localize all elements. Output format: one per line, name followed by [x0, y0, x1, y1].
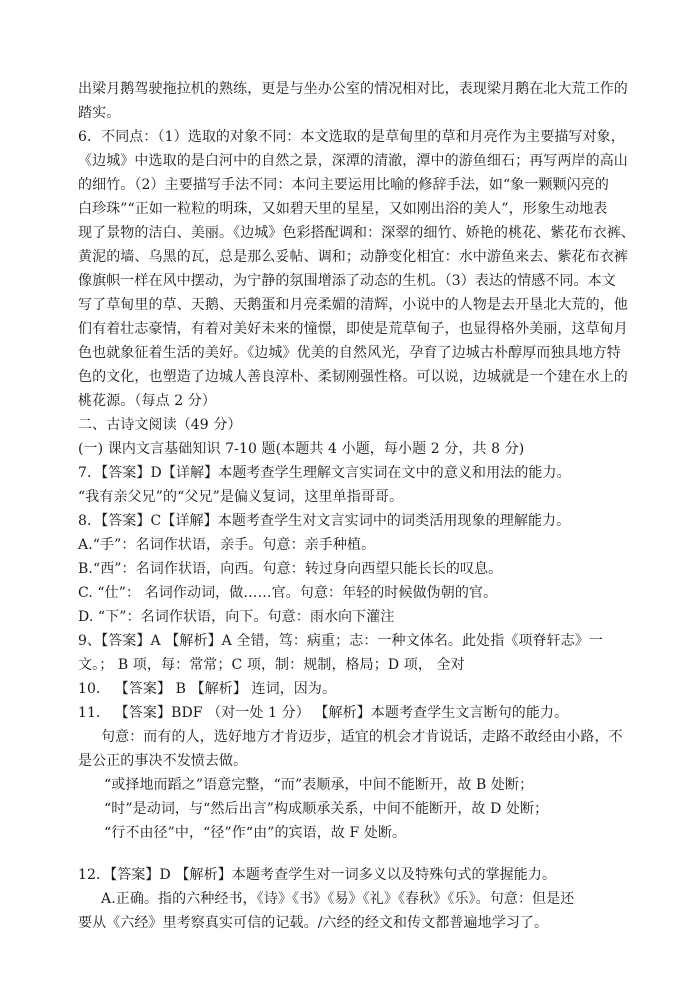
text-line: 是公正的事决不发愤去做。	[78, 753, 248, 769]
answer-item: 11． 【答案】BDF （对一处 1 分） 【解析】本题考查学生文言断句的能力。	[78, 705, 569, 721]
answer-item: 8．【答案】C【详解】本题考查学生对文言实词中的词类活用现象的理解能力。	[78, 513, 571, 529]
text-line: 《边城》中选取的是白河中的自然之景，深潭的清澈，潭中的游鱼细石；再写两岸的高山	[78, 153, 628, 169]
answer-item: 10． 【答案】 B 【解析】 连词，因为。	[78, 681, 337, 697]
text-line: “行不由径”中，“径”作“由”的宾语，故 F 处断。	[104, 825, 407, 841]
subsection-heading: (一) 课内文言基础知识 7-10 题(本题共 4 小题，每小题 2 分，共 8 分)	[78, 441, 525, 457]
text-line: 6．不同点：（1）选取的对象不同：本文选取的是草甸里的草和月亮作为主要描写对象，	[78, 129, 625, 145]
text-line: 现了景物的洁白、美丽。《边城》色彩搭配调和：深翠的细竹、娇艳的桃花、紫花布衣裤、	[78, 225, 635, 241]
text-line: 色也就象征着生活的美好。《边城》优美的自然风光，孕育了边城古朴醇厚而独具地方特	[78, 345, 621, 361]
text-line: 踏实。	[78, 105, 121, 121]
option-line: B.“西”：名词作状语，向西。句意：转过身向西望只能长长的叹息。	[78, 561, 503, 577]
answer-item: 12．【答案】D 【解析】本题考查学生对一词多义以及特殊句式的掌握能力。	[78, 867, 557, 883]
text-line: 黄泥的墙、乌黑的瓦，总是那么妥帖、调和；动静变化相宜：水中游鱼来去、紫花布衣裤	[78, 249, 628, 265]
text-line: 文。； B 项，每：常常；C 项，制：规制，格局；D 项， 全对	[78, 657, 465, 673]
text-line: A.正确。指的六种经书，《诗》《书》《易》《礼》《春秋》《乐》。句意：但是还	[101, 891, 575, 907]
text-line: “我有亲父兄”的“父兄”是偏义复词，这里单指哥哥。	[78, 489, 404, 505]
text-line: 写了草甸里的草、天鹅、天鹅蛋和月亮柔媚的清辉，小说中的人物是去开垦北大荒的，他	[78, 297, 628, 313]
text-line: 白珍珠”“正如一粒粒的明珠，又如碧天里的星星，又如刚出浴的美人”，形象生动地表	[78, 201, 608, 217]
option-line: C. “仕”： 名词作动词，做……官。句意：年轻的时候做伪朝的官。	[78, 585, 498, 601]
text-line: 的细竹。（2）主要描写手法不同：本问主要运用比喻的修辞手法，如“象一颗颗闪亮的	[78, 177, 609, 193]
option-line: A.“手”：名词作状语，亲手。句意：亲手种植。	[78, 537, 376, 553]
text-line: 像旗帜一样在风中摆动，为宁静的氛围增添了动态的生机。（3）表达的情感不同。本文	[78, 273, 616, 289]
text-line: 句意：而有的人，选好地方才肯迈步，适宜的机会才肯说话，走路不敢经由小路，不	[101, 729, 623, 745]
text-line: 色的文化，也塑造了边城人善良淳朴、柔韧刚强性格。可以说，边城就是一个建在水上的	[78, 369, 628, 385]
text-line: “时”是动词，与“然后出言”构成顺承关系，中间不能断开，故 D 处断；	[104, 801, 549, 817]
text-line: 出梁月鹅驾驶拖拉机的熟练，更是与坐办公室的情况相对比，表现梁月鹅在北大荒工作的	[78, 81, 628, 97]
text-line: 们有着壮志豪情，有着对美好未来的憧憬，即使是荒草甸子，也显得格外美丽，这草甸月	[78, 321, 628, 337]
text-line: 要从《六经》里考察真实可信的记载。/六经的经文和传文都普遍地学习了。	[78, 915, 549, 931]
text-line: “或择地而蹈之”语意完整，“而”表顺承，中间不能断开，故 B 处断；	[104, 777, 534, 793]
section-heading: 二、古诗文阅读（49 分）	[78, 417, 242, 433]
text-line: 桃花源。（每点 2 分）	[78, 393, 217, 409]
answer-item: 9、【答案】A 【解析】A 全错，笃：病重；志：一种文体名。此处指《项脊轩志》一	[78, 633, 604, 649]
option-line: D. “下”：名词作状语，向下。句意：雨水向下灌注	[78, 609, 395, 625]
answer-item: 7．【答案】D【详解】本题考查学生理解文言实词在文中的意义和用法的能力。	[78, 465, 571, 481]
